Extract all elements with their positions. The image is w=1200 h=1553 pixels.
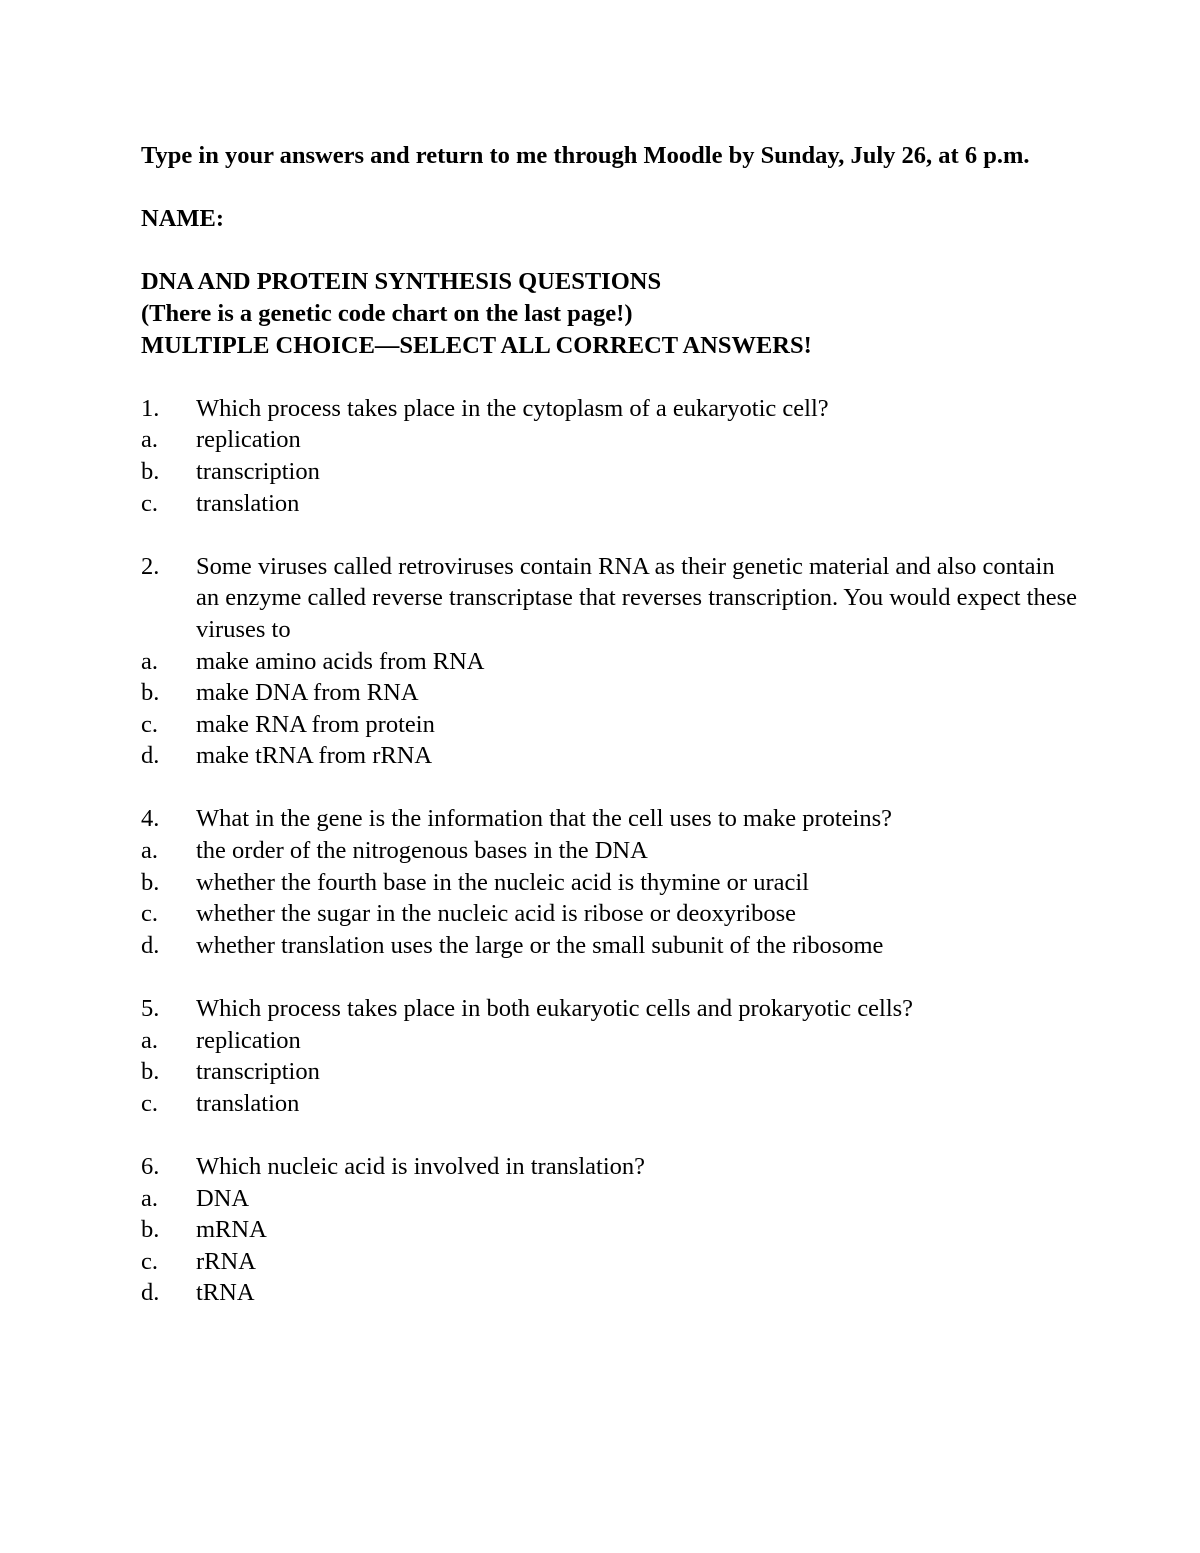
answer-option [141, 1277, 1081, 1309]
answer-option [141, 424, 1081, 456]
option-text: translation [196, 1089, 300, 1117]
worksheet-directions: MULTIPLE CHOICE—SELECT ALL CORRECT ANSWERS! [141, 331, 812, 359]
question-number: 5. [141, 995, 160, 1023]
question-number: 6. [141, 1153, 160, 1180]
worksheet-heading: DNA AND PROTEIN SYNTHESIS QUESTIONS [141, 268, 662, 296]
option-text: translation [196, 489, 300, 517]
answer-option [141, 898, 1081, 930]
document-content [141, 140, 1081, 1341]
answer-option [141, 835, 1081, 867]
question-text: Which process takes place in the cytoplasm of a eukaryotic cell? [196, 394, 829, 422]
answer-option [141, 709, 1081, 741]
option-text: DNA [196, 1184, 250, 1212]
section-header [141, 266, 1081, 361]
answer-option [141, 488, 1081, 520]
question-list [141, 393, 1081, 1309]
option-letter: d. [141, 931, 160, 959]
question-text: Some viruses called retroviruses contain RNA as their genetic material and also contain an enzyme called reverse transcriptase that reverses transcription. You would expect these viruses to [196, 552, 1077, 643]
answer-option [141, 930, 1081, 962]
question-stem [141, 993, 1081, 1025]
option-letter: d. [141, 742, 160, 770]
option-text: make tRNA from rRNA [196, 742, 433, 770]
question-stem [141, 1151, 1081, 1183]
option-text: mRNA [196, 1216, 267, 1244]
option-letter: a. [141, 426, 158, 454]
answer-option [141, 1025, 1081, 1057]
answer-option [141, 1056, 1081, 1088]
answer-option [141, 456, 1081, 488]
answer-option [141, 677, 1081, 709]
option-letter: c. [141, 900, 158, 928]
question-stem [141, 393, 1081, 425]
question-number: 2. [141, 552, 160, 580]
option-letter: c. [141, 710, 158, 738]
option-text: replication [196, 426, 301, 454]
question-2 [141, 551, 1081, 772]
name-label: NAME: [141, 205, 225, 233]
option-letter: c. [141, 1089, 158, 1117]
option-text: whether the sugar in the nucleic acid is ribose or deoxyribose [196, 900, 797, 928]
question-1 [141, 393, 1081, 519]
question-text: Which process takes place in both eukaryotic cells and prokaryotic cells? [196, 995, 914, 1023]
answer-option [141, 1183, 1081, 1215]
question-stem [141, 551, 1081, 646]
question-6 [141, 1151, 1081, 1309]
answer-option [141, 867, 1081, 899]
option-letter: d. [141, 1279, 160, 1307]
question-text: What in the gene is the information that the cell uses to make proteins? [196, 805, 893, 833]
option-letter: a. [141, 1026, 158, 1054]
option-text: make DNA from RNA [196, 679, 419, 707]
answer-option [141, 1088, 1081, 1120]
instructions-text: Type in your answers and return to me through Moodle by Sunday, July 26, at 6 p.m. [141, 142, 1030, 169]
question-text: Which nucleic acid is involved in translation? [196, 1153, 646, 1180]
option-text: transcription [196, 1058, 320, 1086]
option-text: the order of the nitrogenous bases in the DNA [196, 837, 648, 865]
option-letter: b. [141, 457, 160, 485]
option-text: transcription [196, 457, 320, 485]
option-letter: b. [141, 1216, 160, 1244]
option-text: whether translation uses the large or the small subunit of the ribosome [196, 931, 884, 959]
question-stem [141, 803, 1081, 835]
option-text: tRNA [196, 1279, 255, 1307]
answer-option [141, 740, 1081, 772]
option-letter: b. [141, 868, 160, 896]
question-4 [141, 803, 1081, 961]
option-letter: c. [141, 489, 158, 517]
question-number: 1. [141, 394, 160, 422]
answer-option [141, 1246, 1081, 1278]
option-letter: b. [141, 1058, 160, 1086]
option-text: whether the fourth base in the nucleic acid is thymine or uracil [196, 868, 809, 896]
option-text: replication [196, 1026, 301, 1054]
worksheet-subheading: (There is a genetic code chart on the last page!) [141, 299, 633, 327]
option-letter: b. [141, 679, 160, 707]
answer-option [141, 646, 1081, 678]
option-letter: a. [141, 1184, 158, 1212]
option-letter: c. [141, 1247, 158, 1275]
option-text: rRNA [196, 1247, 256, 1275]
answer-option [141, 1214, 1081, 1246]
option-letter: a. [141, 837, 158, 865]
option-letter: a. [141, 647, 158, 675]
option-text: make amino acids from RNA [196, 647, 485, 675]
question-5 [141, 993, 1081, 1119]
option-text: make RNA from protein [196, 710, 435, 738]
question-number: 4. [141, 805, 160, 833]
